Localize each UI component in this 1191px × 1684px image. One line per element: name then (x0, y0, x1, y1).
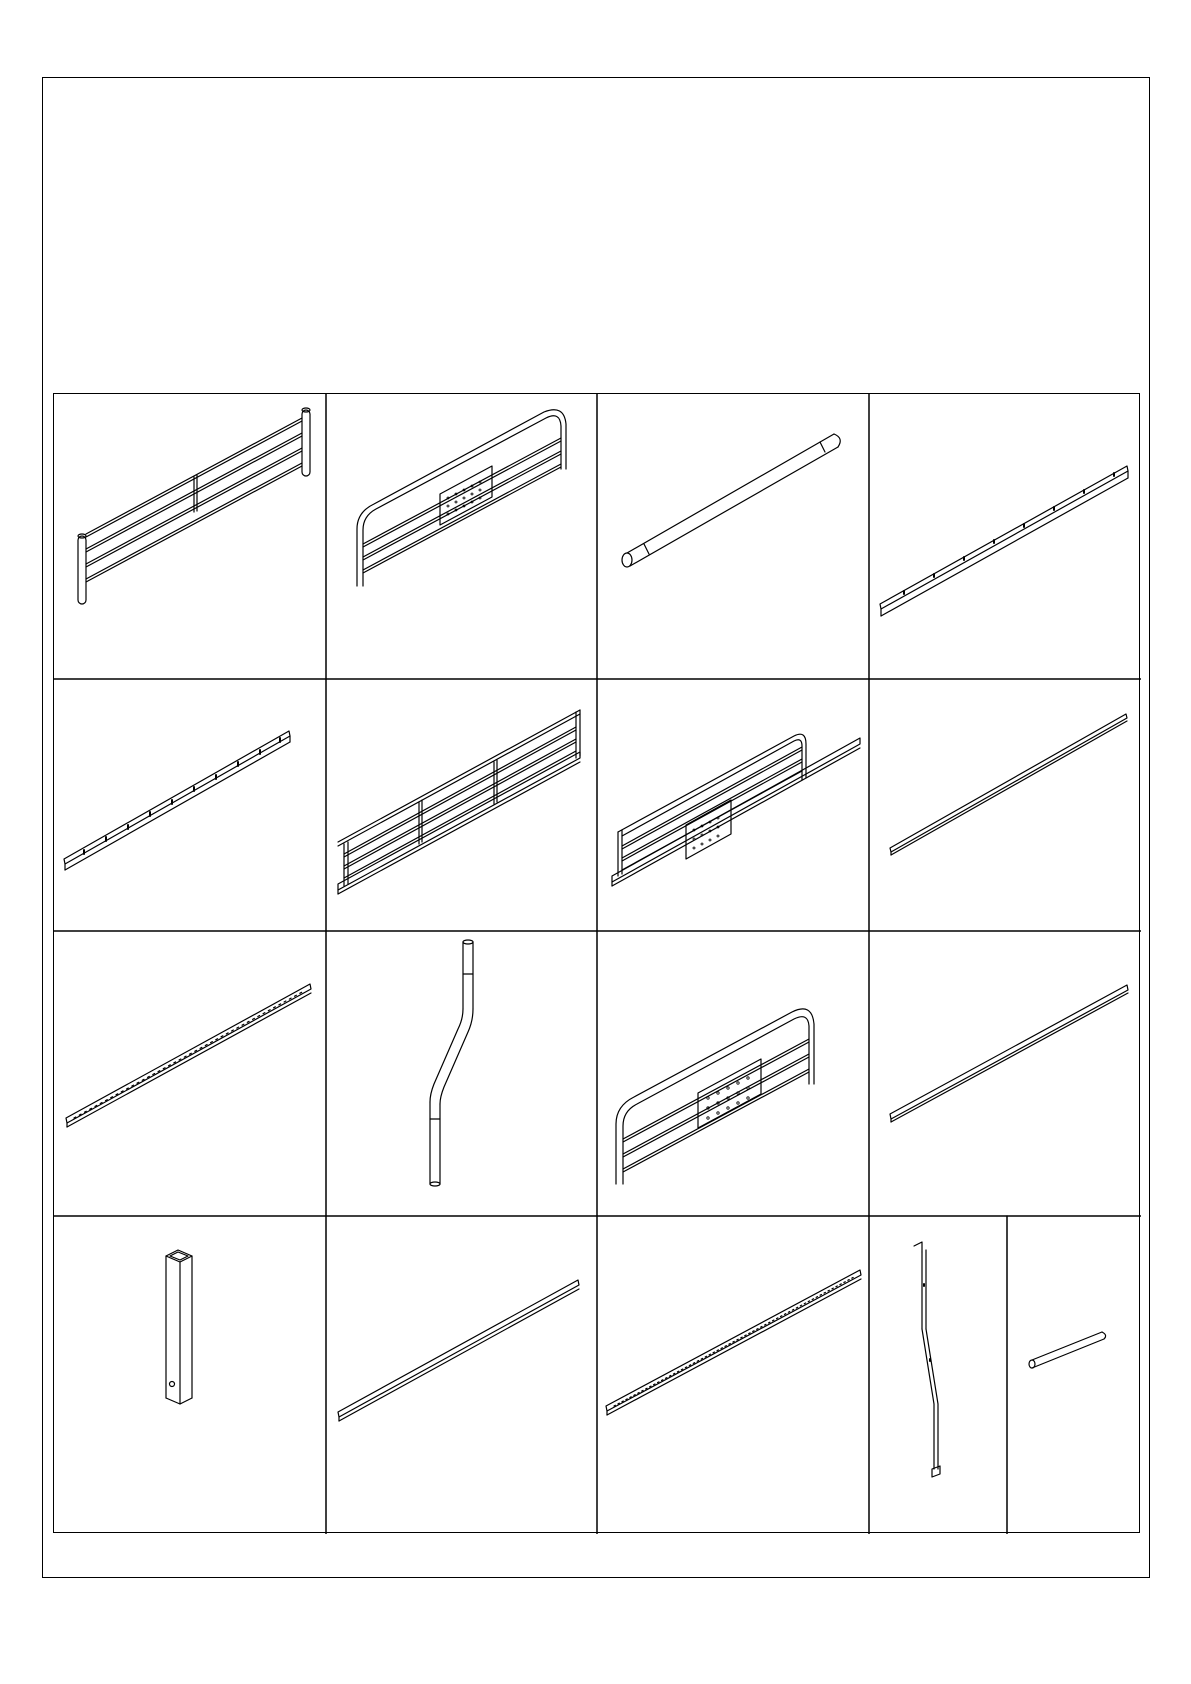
grid-lines (54, 394, 1141, 1534)
offset-bent-tube-icon (430, 940, 473, 1186)
thin-rod-icon (890, 714, 1127, 855)
curved-rail-panel-perforated-plate-icon (357, 410, 566, 586)
slotted-bar-long-icon (64, 731, 290, 870)
header-area (43, 78, 1149, 393)
curved-rail-panel-large-perforated-icon (616, 1009, 814, 1184)
fence-panel-with-posts-icon (78, 408, 310, 604)
long-rod-icon (890, 985, 1128, 1122)
notched-bar-icon (66, 984, 311, 1127)
square-post-icon (166, 1250, 192, 1404)
parts-grid (53, 393, 1140, 1533)
rail-panel-perforated-with-base-icon (612, 734, 860, 886)
footer-area (43, 1534, 1149, 1576)
rail-panel-with-base-icon (338, 710, 580, 894)
slotted-bar-icon (880, 466, 1128, 616)
bent-bracket-strap-icon (914, 1242, 940, 1477)
square-tube-bar-icon (338, 1280, 579, 1421)
serrated-bar-icon (606, 1270, 861, 1415)
round-tube-icon (622, 434, 840, 567)
short-tube-icon (1029, 1332, 1106, 1368)
